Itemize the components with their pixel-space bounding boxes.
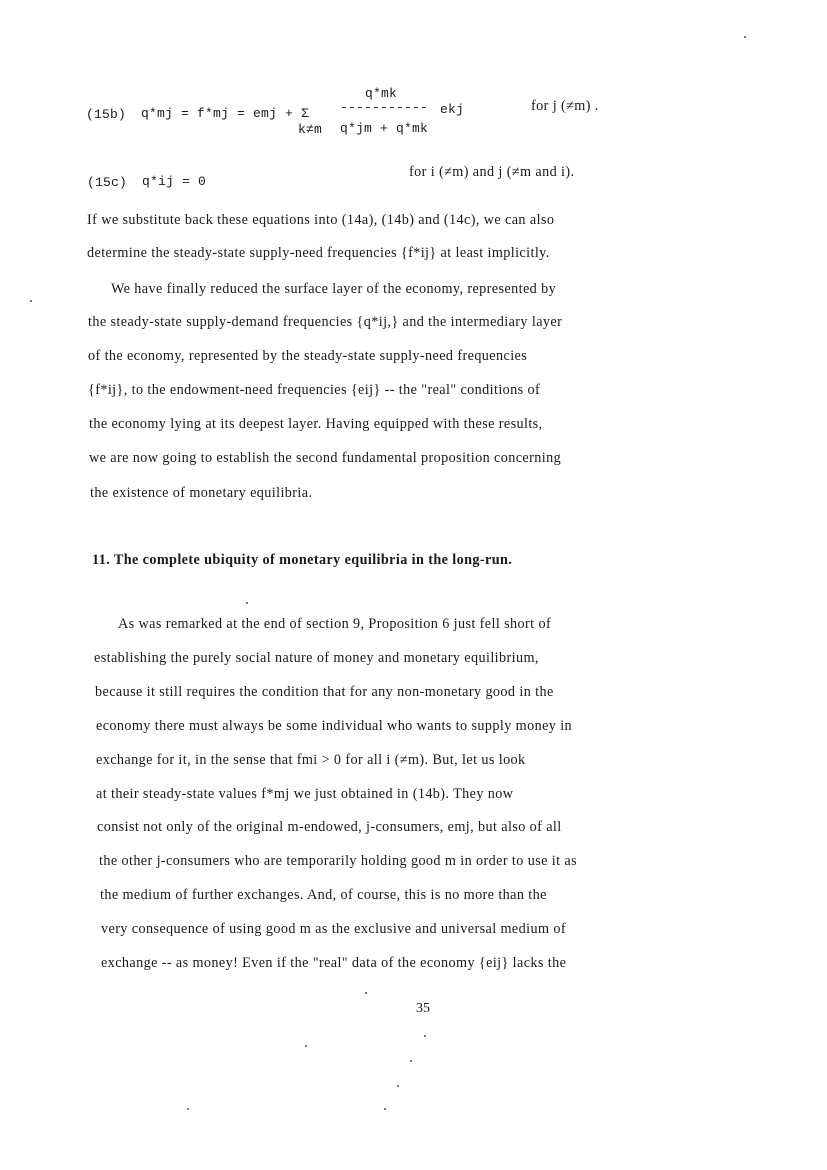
scan-speck [397,1085,399,1087]
text-line: exchange -- as money! Even if the "real" data of the economy {eij} lacks the [101,955,567,971]
eq15c-expr: q*ij = 0 [142,174,207,189]
page-number: 35 [416,1001,430,1016]
text-line: If we substitute back these equations into (14a), (14b) and (14c), we can also [87,212,555,228]
text-line: economy there must always be some individual who wants to supply money in [96,718,573,734]
text-line: because it still requires the condition that for any non-monetary good in the [95,684,554,700]
scan-speck [410,1060,412,1062]
text-line: exchange for it, in the sense that fmi > 0 for all i (≠m). But, let us look [96,752,526,768]
text-line: establishing the purely social nature of money and monetary equilibrium, [94,650,539,666]
eq15b-condition: for j (≠m) . [531,98,599,114]
scan-speck [305,1045,307,1047]
text-line: determine the steady-state supply-need frequencies {f*ij} at least implicitly. [87,245,550,261]
eq15b-label: (15b) [86,107,127,122]
text-line: very consequence of using good m as the exclusive and universal medium of [101,921,566,937]
text-line: {f*ij}, to the endowment-need frequencies {eij} -- the "real" conditions of [88,382,541,398]
scan-speck [246,602,248,604]
text-line: of the economy, represented by the steady-state supply-need frequencies [88,348,528,364]
text-line: As was remarked at the end of section 9, Proposition 6 just fell short of [118,616,552,632]
text-line: the steady-state supply-demand frequencies {q*ij,} and the intermediary layer [88,314,563,330]
scan-speck [365,992,367,994]
text-line: We have finally reduced the surface layer of the economy, represented by [111,281,557,297]
text-line: the economy lying at its deepest layer. Having equipped with these results, [89,416,543,432]
eq15b-denominator: q*jm + q*mk [340,121,429,136]
eq15b-lhs: q*mj = f*mj = emj + Σ [141,106,310,121]
text-line: consist not only of the original m-endowed, j-consumers, emj, but also of all [97,819,562,835]
text-line: the other j-consumers who are temporarily holding good m in order to use it as [99,853,578,869]
text-line: at their steady-state values f*mj we just obtained in (14b). They now [96,786,514,802]
text-line: the existence of monetary equilibria. [90,485,313,501]
scan-speck [30,300,32,302]
scan-speck [187,1108,189,1110]
eq15b-fraction-bar: ----------- [340,100,429,115]
scan-speck [384,1108,386,1110]
eq15b-factor: ekj [440,102,465,117]
scan-speck [744,36,746,38]
text-line: the medium of further exchanges. And, of course, this is no more than the [100,887,547,903]
eq15b-sum-index: k≠m [298,122,323,137]
scan-speck [424,1035,426,1037]
eq15c-condition: for i (≠m) and j (≠m and i). [409,164,575,180]
eq15b-numerator: q*mk [365,86,398,101]
section-heading: 11. The complete ubiquity of monetary equilibria in the long-run. [92,552,513,568]
eq15c-label: (15c) [87,175,128,190]
text-line: we are now going to establish the second fundamental proposition concerning [89,450,562,466]
